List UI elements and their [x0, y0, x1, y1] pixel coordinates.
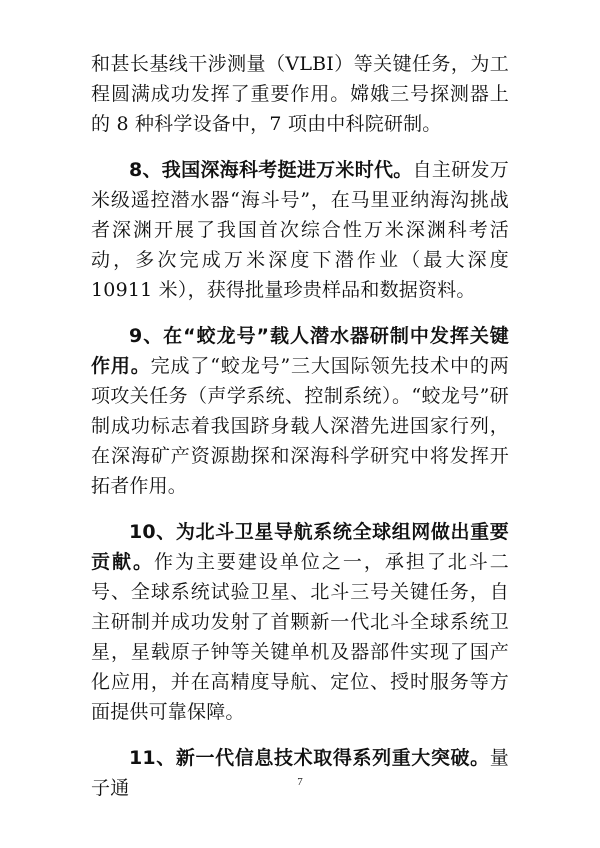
paragraph-continuation: [91, 49, 509, 139]
paragraph-heading: 11、新一代信息技术取得系列重大突破。: [129, 747, 490, 769]
paragraph-body: 量子通: [91, 747, 509, 799]
paragraph-heading: 8、我国深海科考挺进万米时代。: [129, 159, 413, 181]
paragraph-item-11: [91, 743, 509, 803]
paragraph-heading: 9、在“蛟龙号”载人潜水器研制中发挥关键作用。: [91, 325, 509, 377]
paragraph-item-10: [91, 517, 509, 727]
paragraph-body: 完成了“蛟龙号”三大国际领先技术中的两项攻关任务（声学系统、控制系统）。“蛟龙号”研制成功标志着我国跻身载人深潜先进国家行列，在深海矿产资源勘探和深海科学研究中将发挥开拓者作用。: [91, 355, 509, 497]
paragraph-body: 自主研发万米级遥控潜水器“海斗号”，在马里亚纳海沟挑战者深渊开展了我国首次综合性万米深渊科考活动，多次完成万米深度下潜作业（最大深度 10911 米），获得批量珍贵样品和数据资料。: [91, 159, 509, 301]
paragraph-body: 和甚长基线干涉测量（VLBI）等关键任务，为工程圆满成功发挥了重要作用。嫦娥三号探测器上的 8 种科学设备中，7 项由中科院研制。: [91, 53, 509, 135]
page-number: 7: [297, 776, 303, 788]
paragraph-item-8: [91, 155, 509, 305]
paragraph-body: 作为主要建设单位之一，承担了北斗二号、全球系统试验卫星、北斗三号关键任务，自主研制并成功发射了首颗新一代北斗全球系统卫星，星载原子钟等关键单机及器部件实现了国产化应用，并在高精度导航、定位、授时服务等方面提供可靠保障。: [91, 551, 509, 723]
paragraph-heading: 10、为北斗卫星导航系统全球组网做出重要贡献。: [91, 521, 509, 573]
body-text: [91, 49, 509, 803]
paragraph-item-9: [91, 321, 509, 501]
